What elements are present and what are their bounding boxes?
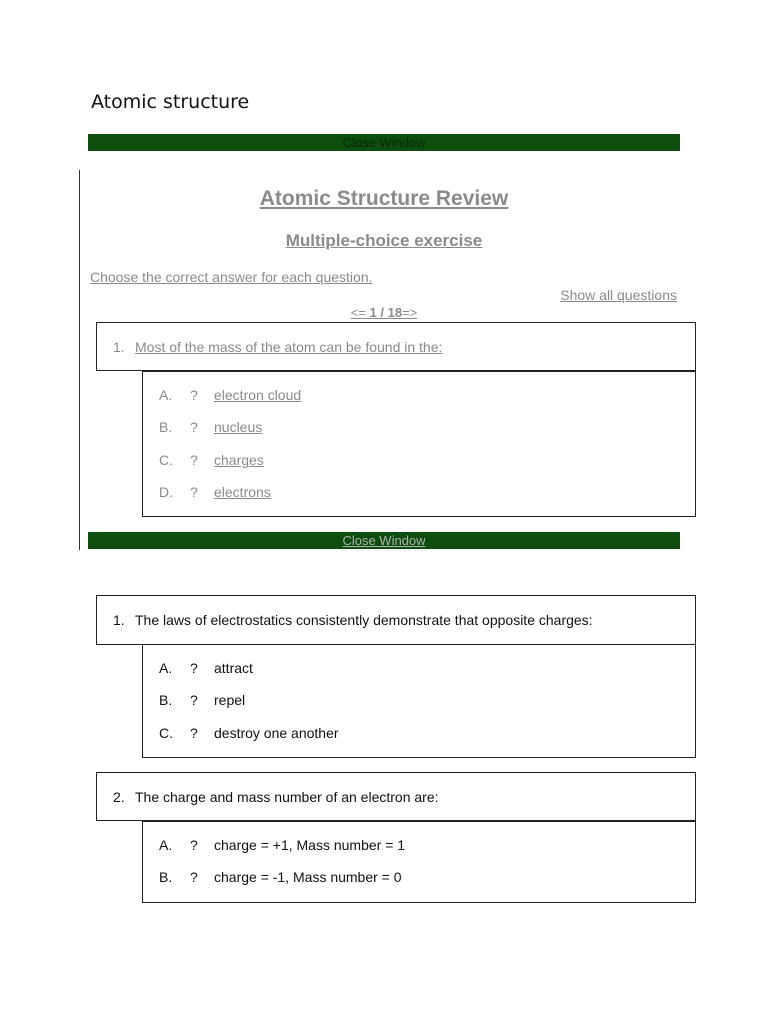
review-title: Atomic Structure Review [259, 187, 509, 210]
pager-prev-link[interactable]: <= [350, 305, 366, 320]
question-1-box [96, 595, 696, 645]
quiz-option-a[interactable]: A. ? electron cloud [159, 387, 302, 403]
quiz-question-box [96, 322, 696, 371]
question-2-options-box [142, 821, 696, 903]
quiz-option-c[interactable]: C. ? charges [159, 452, 264, 468]
quiz-question-number: 1. [113, 339, 125, 355]
pager [0, 305, 768, 320]
question-2-option-a[interactable]: A. ? charge = +1, Mass number = 1 [159, 837, 406, 853]
pager-current: 1 / 18 [369, 305, 403, 320]
quiz-question-text [113, 339, 442, 355]
question-1-text: 1. The laws of electrostatics consistently demonstrate that opposite charges: [113, 612, 593, 628]
close-window-link-top[interactable]: Close Window [342, 135, 426, 150]
quiz-option-d[interactable]: D. ? electrons [159, 484, 271, 500]
document-title: Atomic structure [91, 91, 250, 113]
close-window-link-bottom[interactable]: Close Window [342, 533, 426, 548]
question-2-box [96, 772, 696, 821]
close-window-bar-top[interactable] [88, 134, 680, 151]
question-1-options-box [142, 644, 696, 758]
exercise-subtitle: Multiple-choice exercise [285, 231, 483, 250]
pager-next-link[interactable]: => [402, 305, 418, 320]
close-window-bar-bottom[interactable] [88, 532, 680, 549]
question-2-text: 2. The charge and mass number of an electron are: [113, 789, 439, 805]
question-2-option-b[interactable]: B. ? charge = -1, Mass number = 0 [159, 869, 402, 885]
question-1-option-a[interactable]: A. ? attract [159, 660, 253, 676]
quiz-options-box [142, 371, 696, 517]
quiz-option-b[interactable]: B. ? nucleus [159, 419, 263, 435]
question-1-option-c[interactable]: C. ? destroy one another [159, 725, 339, 741]
instructions-text: Choose the correct answer for each question. [90, 269, 373, 285]
question-1-option-b[interactable]: B. ? repel [159, 692, 246, 708]
left-border-line [79, 170, 80, 550]
show-all-questions-link[interactable]: Show all questions [560, 287, 677, 303]
quiz-question-label: Most of the mass of the atom can be found in the: [135, 339, 443, 355]
